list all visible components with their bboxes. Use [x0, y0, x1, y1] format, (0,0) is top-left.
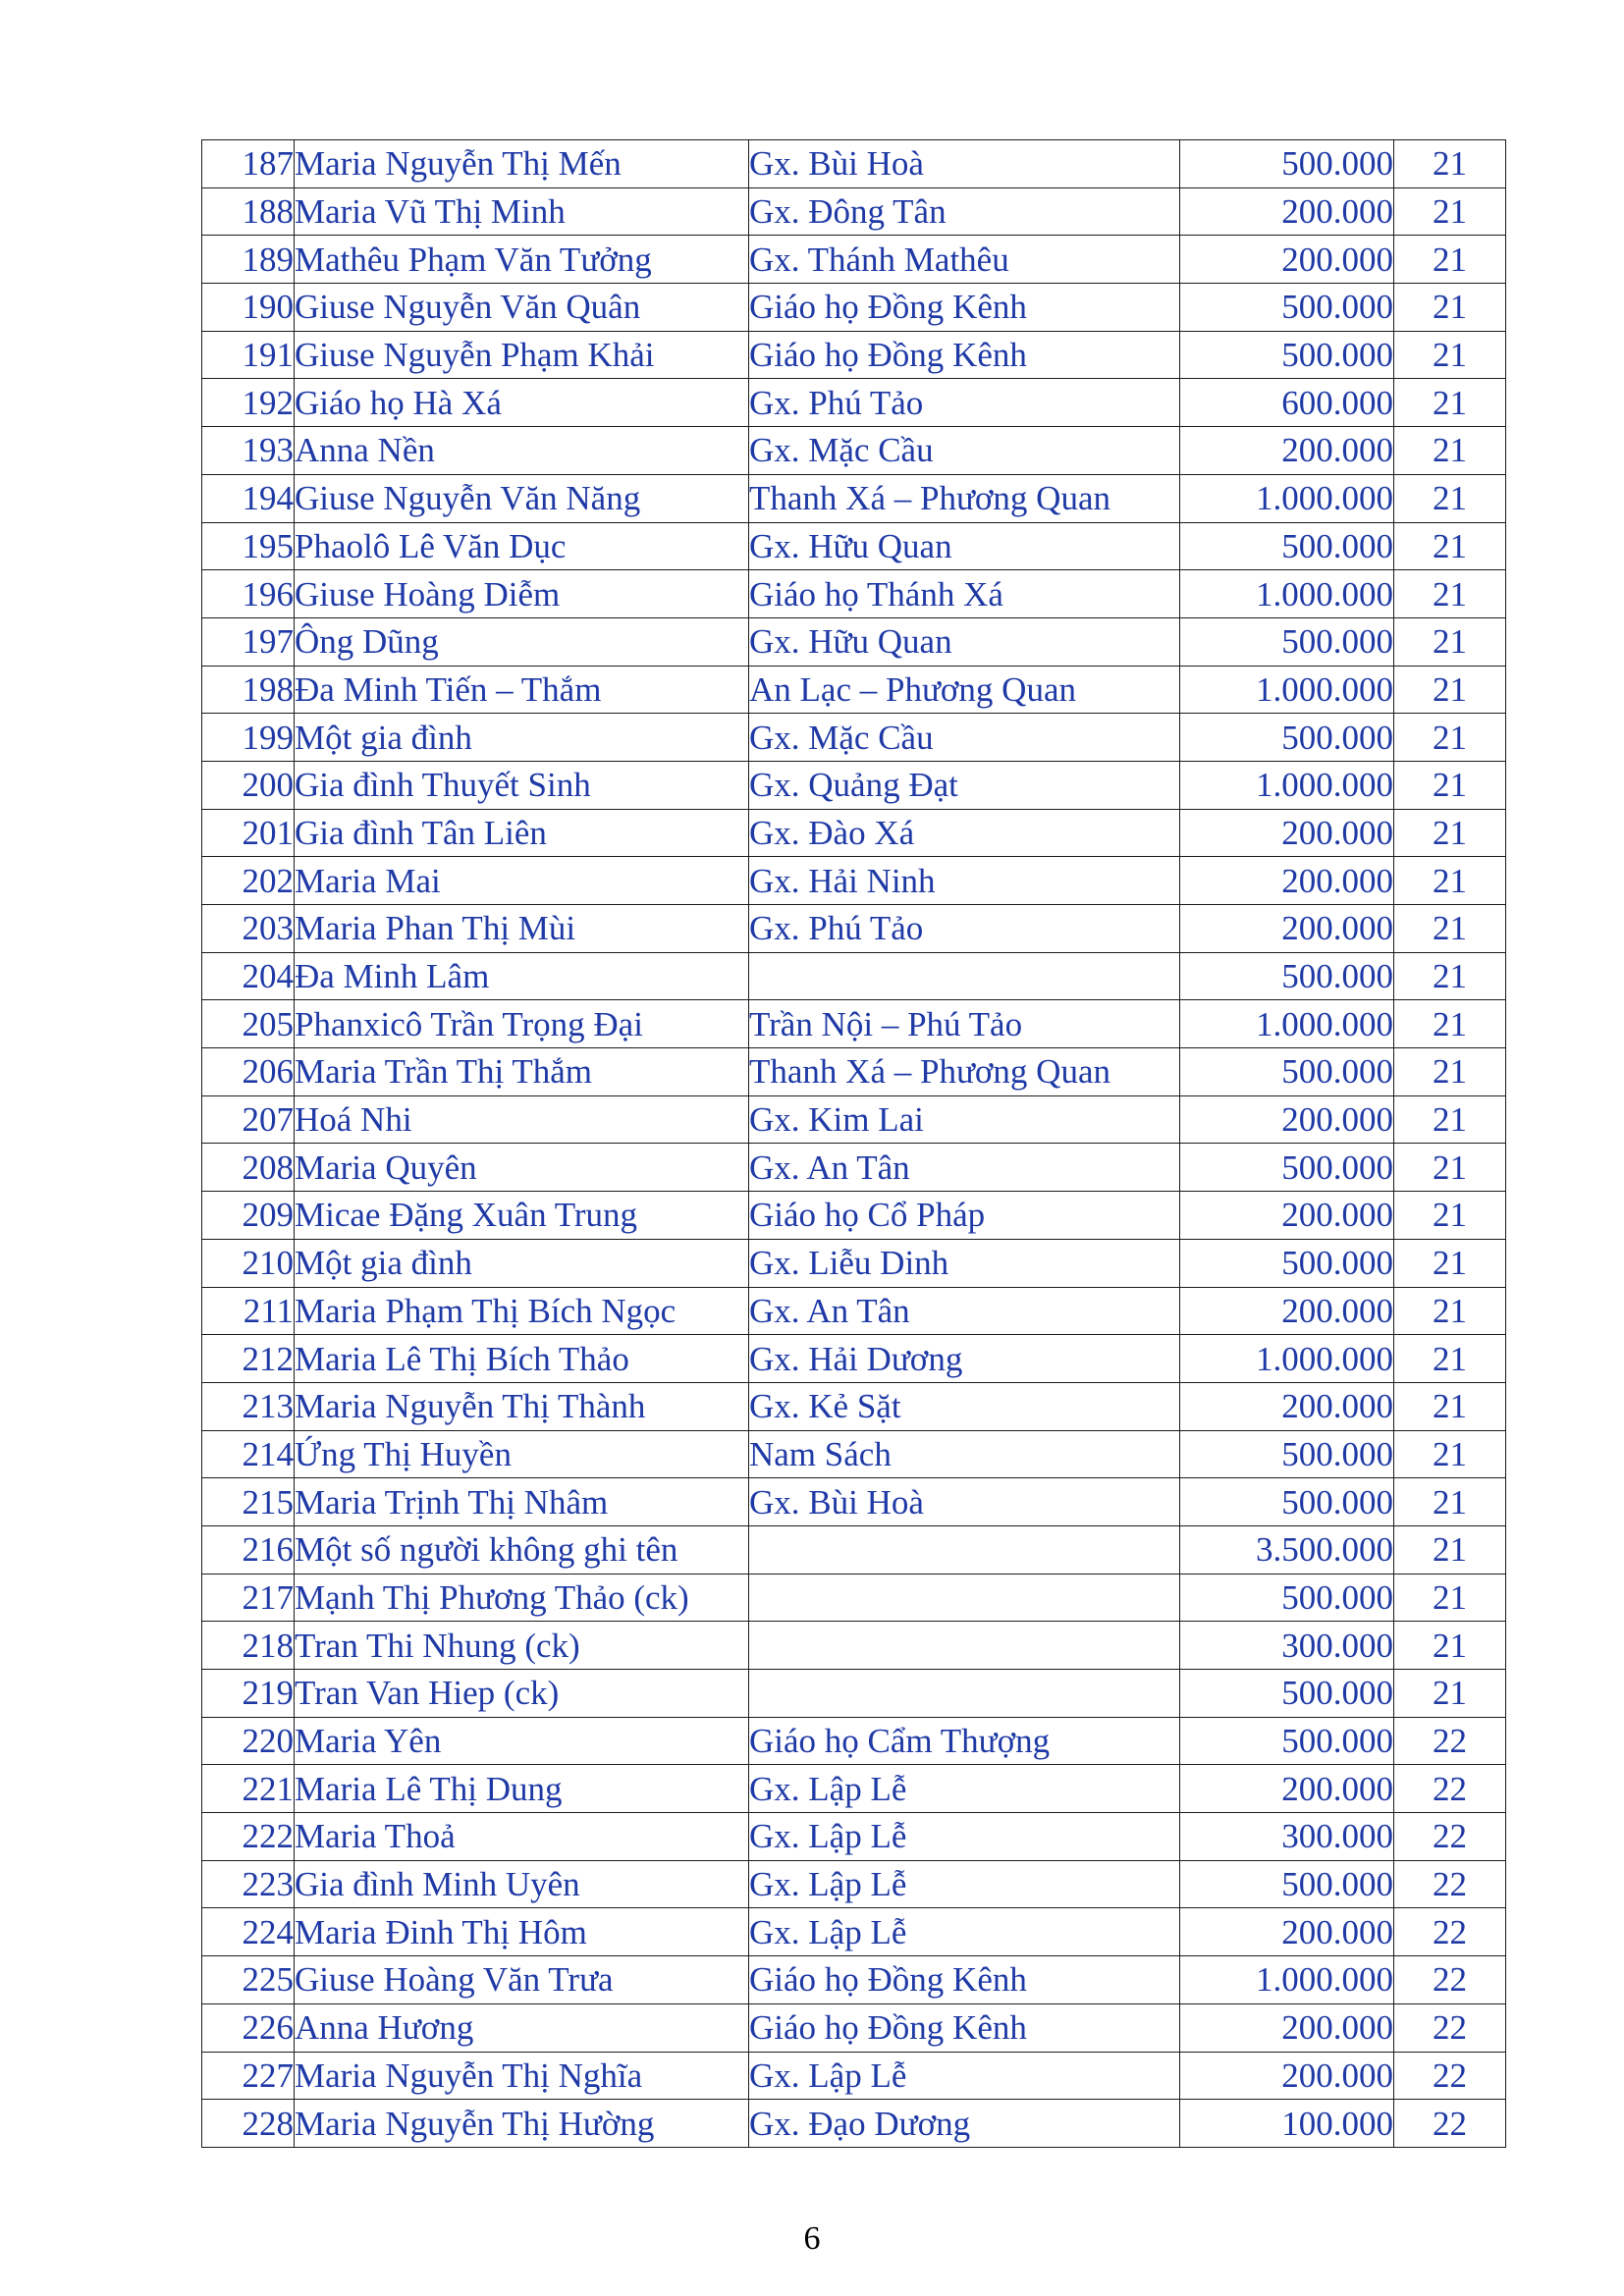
parish-cell: Gx. Mặc Cầu	[749, 427, 1180, 475]
amount-cell: 500.000	[1180, 1144, 1394, 1192]
parish-cell: Gx. Hữu Quan	[749, 522, 1180, 570]
amount-cell: 500.000	[1180, 1430, 1394, 1478]
table-row	[202, 570, 1506, 618]
table-row	[202, 1478, 1506, 1526]
parish-cell	[749, 952, 1180, 1000]
amount-cell: 1.000.000	[1180, 666, 1394, 714]
row-number-cell: 225	[202, 1956, 295, 2004]
amount-cell: 500.000	[1180, 1478, 1394, 1526]
parish-cell	[749, 1622, 1180, 1670]
donor-name-cell: Anna Nền	[295, 427, 749, 475]
donor-name-cell: Maria Mai	[295, 857, 749, 905]
donor-name-cell: Gia đình Tân Liên	[295, 809, 749, 857]
donor-name-cell: Anna Hương	[295, 2003, 749, 2052]
week-cell: 21	[1394, 1430, 1506, 1478]
row-number-cell: 190	[202, 284, 295, 332]
week-cell: 21	[1394, 1048, 1506, 1096]
donor-name-cell: Maria Lê Thị Dung	[295, 1765, 749, 1813]
amount-cell: 200.000	[1180, 2003, 1394, 2052]
table-row	[202, 1335, 1506, 1383]
amount-cell: 1.000.000	[1180, 1956, 1394, 2004]
donor-name-cell: Một gia đình	[295, 1239, 749, 1287]
donor-name-cell: Tran Van Hiep (ck)	[295, 1670, 749, 1718]
donor-name-cell: Maria Lê Thị Bích Thảo	[295, 1335, 749, 1383]
amount-cell: 500.000	[1180, 1860, 1394, 1908]
row-number-cell: 193	[202, 427, 295, 475]
parish-cell: Gx. Lập Lễ	[749, 1813, 1180, 1861]
amount-cell: 300.000	[1180, 1622, 1394, 1670]
row-number-cell: 218	[202, 1622, 295, 1670]
week-cell: 21	[1394, 474, 1506, 522]
row-number-cell: 203	[202, 905, 295, 953]
donor-name-cell: Tran Thi Nhung (ck)	[295, 1622, 749, 1670]
row-number-cell: 206	[202, 1048, 295, 1096]
parish-cell: Gx. Phú Tảo	[749, 379, 1180, 427]
donor-name-cell: Đa Minh Tiến – Thắm	[295, 666, 749, 714]
table-row	[202, 1095, 1506, 1144]
table-row	[202, 1048, 1506, 1096]
donor-name-cell: Micae Đặng Xuân Trung	[295, 1192, 749, 1240]
parish-cell: Gx. Kim Lai	[749, 1095, 1180, 1144]
table-row	[202, 1239, 1506, 1287]
parish-cell: Giáo họ Cổ Pháp	[749, 1192, 1180, 1240]
amount-cell: 500.000	[1180, 617, 1394, 666]
week-cell: 21	[1394, 952, 1506, 1000]
table-row	[202, 1192, 1506, 1240]
donor-name-cell: Phaolô Lê Văn Dục	[295, 522, 749, 570]
row-number-cell: 204	[202, 952, 295, 1000]
week-cell: 22	[1394, 1765, 1506, 1813]
week-cell: 21	[1394, 1144, 1506, 1192]
amount-cell: 200.000	[1180, 427, 1394, 475]
row-number-cell: 196	[202, 570, 295, 618]
table-row	[202, 1525, 1506, 1574]
parish-cell: Gx. Đào Xá	[749, 809, 1180, 857]
week-cell: 21	[1394, 1287, 1506, 1335]
amount-cell: 200.000	[1180, 1287, 1394, 1335]
row-number-cell: 220	[202, 1717, 295, 1765]
parish-cell: Gx. An Tân	[749, 1144, 1180, 1192]
table-row	[202, 1430, 1506, 1478]
row-number-cell: 189	[202, 236, 295, 284]
table-row	[202, 1574, 1506, 1622]
parish-cell: Gx. Phú Tảo	[749, 905, 1180, 953]
table-row	[202, 331, 1506, 379]
table-row	[202, 284, 1506, 332]
week-cell: 21	[1394, 1192, 1506, 1240]
amount-cell: 500.000	[1180, 952, 1394, 1000]
week-cell: 21	[1394, 331, 1506, 379]
table-row	[202, 1622, 1506, 1670]
table-row	[202, 1813, 1506, 1861]
row-number-cell: 223	[202, 1860, 295, 1908]
parish-cell: Gx. Lập Lễ	[749, 2052, 1180, 2100]
table-row	[202, 1717, 1506, 1765]
donor-name-cell: Hoá Nhi	[295, 1095, 749, 1144]
week-cell: 21	[1394, 666, 1506, 714]
row-number-cell: 198	[202, 666, 295, 714]
table-row	[202, 2052, 1506, 2100]
parish-cell	[749, 1525, 1180, 1574]
parish-cell: Giáo họ Đồng Kênh	[749, 2003, 1180, 2052]
amount-cell: 200.000	[1180, 809, 1394, 857]
amount-cell: 1.000.000	[1180, 1000, 1394, 1048]
table-row	[202, 1000, 1506, 1048]
table-row	[202, 1670, 1506, 1718]
table-row	[202, 474, 1506, 522]
week-cell: 21	[1394, 1335, 1506, 1383]
amount-cell: 200.000	[1180, 1382, 1394, 1430]
donor-name-cell: Maria Nguyễn Thị Mến	[295, 140, 749, 188]
donor-name-cell: Maria Nguyễn Thị Thành	[295, 1382, 749, 1430]
amount-cell: 500.000	[1180, 1048, 1394, 1096]
amount-cell: 500.000	[1180, 140, 1394, 188]
donor-name-cell: Giuse Hoàng Văn Trưa	[295, 1956, 749, 2004]
row-number-cell: 191	[202, 331, 295, 379]
row-number-cell: 194	[202, 474, 295, 522]
row-number-cell: 228	[202, 2100, 295, 2148]
table-row	[202, 857, 1506, 905]
amount-cell: 200.000	[1180, 1908, 1394, 1956]
week-cell: 21	[1394, 187, 1506, 236]
donor-name-cell: Gia đình Thuyết Sinh	[295, 761, 749, 809]
week-cell: 21	[1394, 427, 1506, 475]
donor-name-cell: Maria Phan Thị Mùi	[295, 905, 749, 953]
table-row	[202, 1860, 1506, 1908]
parish-cell	[749, 1670, 1180, 1718]
amount-cell: 200.000	[1180, 1765, 1394, 1813]
parish-cell: Gx. Đông Tân	[749, 187, 1180, 236]
parish-cell: Gx. Hữu Quan	[749, 617, 1180, 666]
amount-cell: 500.000	[1180, 284, 1394, 332]
donor-name-cell: Giuse Nguyễn Văn Năng	[295, 474, 749, 522]
week-cell: 21	[1394, 857, 1506, 905]
donation-table	[201, 139, 1506, 2148]
week-cell: 21	[1394, 1382, 1506, 1430]
parish-cell: Gx. Lập Lễ	[749, 1908, 1180, 1956]
week-cell: 21	[1394, 1622, 1506, 1670]
parish-cell: Gx. Bùi Hoà	[749, 140, 1180, 188]
table-row	[202, 1287, 1506, 1335]
row-number-cell: 209	[202, 1192, 295, 1240]
week-cell: 22	[1394, 1717, 1506, 1765]
donor-name-cell: Maria Trịnh Thị Nhâm	[295, 1478, 749, 1526]
parish-cell: Gx. Mặc Cầu	[749, 714, 1180, 762]
parish-cell: Gx. Thánh Mathêu	[749, 236, 1180, 284]
table-row	[202, 666, 1506, 714]
row-number-cell: 201	[202, 809, 295, 857]
donor-name-cell: Một gia đình	[295, 714, 749, 762]
row-number-cell: 217	[202, 1574, 295, 1622]
week-cell: 22	[1394, 1813, 1506, 1861]
table-row	[202, 952, 1506, 1000]
donor-name-cell: Maria Nguyễn Thị Hường	[295, 2100, 749, 2148]
table-row	[202, 714, 1506, 762]
parish-cell: Gx. Lập Lễ	[749, 1860, 1180, 1908]
row-number-cell: 211	[202, 1287, 295, 1335]
parish-cell: Giáo họ Cẩm Thượng	[749, 1717, 1180, 1765]
parish-cell: Nam Sách	[749, 1430, 1180, 1478]
week-cell: 21	[1394, 522, 1506, 570]
amount-cell: 300.000	[1180, 1813, 1394, 1861]
row-number-cell: 192	[202, 379, 295, 427]
table-row	[202, 236, 1506, 284]
parish-cell: An Lạc – Phương Quan	[749, 666, 1180, 714]
row-number-cell: 205	[202, 1000, 295, 1048]
amount-cell: 1.000.000	[1180, 570, 1394, 618]
row-number-cell: 207	[202, 1095, 295, 1144]
row-number-cell: 215	[202, 1478, 295, 1526]
amount-cell: 200.000	[1180, 1192, 1394, 1240]
table-row	[202, 617, 1506, 666]
row-number-cell: 212	[202, 1335, 295, 1383]
amount-cell: 500.000	[1180, 331, 1394, 379]
row-number-cell: 202	[202, 857, 295, 905]
donor-name-cell: Một số người không ghi tên	[295, 1525, 749, 1574]
row-number-cell: 227	[202, 2052, 295, 2100]
row-number-cell: 222	[202, 1813, 295, 1861]
row-number-cell: 197	[202, 617, 295, 666]
parish-cell: Gx. Đạo Dương	[749, 2100, 1180, 2148]
week-cell: 21	[1394, 570, 1506, 618]
donor-name-cell: Maria Yên	[295, 1717, 749, 1765]
amount-cell: 500.000	[1180, 522, 1394, 570]
parish-cell: Gx. Hải Ninh	[749, 857, 1180, 905]
week-cell: 21	[1394, 617, 1506, 666]
donor-name-cell: Đa Minh Lâm	[295, 952, 749, 1000]
parish-cell: Gx. Lập Lễ	[749, 1765, 1180, 1813]
table-row	[202, 905, 1506, 953]
amount-cell: 500.000	[1180, 1574, 1394, 1622]
parish-cell: Giáo họ Đồng Kênh	[749, 284, 1180, 332]
amount-cell: 1.000.000	[1180, 1335, 1394, 1383]
table-row	[202, 379, 1506, 427]
week-cell: 22	[1394, 1860, 1506, 1908]
week-cell: 21	[1394, 379, 1506, 427]
donor-name-cell: Maria Trần Thị Thắm	[295, 1048, 749, 1096]
week-cell: 21	[1394, 1574, 1506, 1622]
week-cell: 21	[1394, 1670, 1506, 1718]
week-cell: 21	[1394, 1000, 1506, 1048]
week-cell: 22	[1394, 2052, 1506, 2100]
row-number-cell: 214	[202, 1430, 295, 1478]
parish-cell: Gx. Hải Dương	[749, 1335, 1180, 1383]
row-number-cell: 226	[202, 2003, 295, 2052]
row-number-cell: 216	[202, 1525, 295, 1574]
donor-name-cell: Gia đình Minh Uyên	[295, 1860, 749, 1908]
amount-cell: 3.500.000	[1180, 1525, 1394, 1574]
parish-cell: Gx. Kẻ Sặt	[749, 1382, 1180, 1430]
row-number-cell: 199	[202, 714, 295, 762]
week-cell: 22	[1394, 1908, 1506, 1956]
table-row	[202, 1908, 1506, 1956]
table-row	[202, 2100, 1506, 2148]
week-cell: 21	[1394, 140, 1506, 188]
table-row	[202, 1765, 1506, 1813]
table-row	[202, 761, 1506, 809]
donor-name-cell: Giáo họ Hà Xá	[295, 379, 749, 427]
table-row	[202, 187, 1506, 236]
table-row	[202, 1956, 1506, 2004]
amount-cell: 500.000	[1180, 714, 1394, 762]
table-row	[202, 809, 1506, 857]
donor-name-cell: Phanxicô Trần Trọng Đại	[295, 1000, 749, 1048]
parish-cell: Giáo họ Đồng Kênh	[749, 1956, 1180, 2004]
week-cell: 21	[1394, 1239, 1506, 1287]
table-row	[202, 522, 1506, 570]
table-row	[202, 1144, 1506, 1192]
amount-cell: 200.000	[1180, 905, 1394, 953]
week-cell: 21	[1394, 809, 1506, 857]
table-row	[202, 2003, 1506, 2052]
donor-name-cell: Maria Vũ Thị Minh	[295, 187, 749, 236]
donor-name-cell: Giuse Hoàng Diễm	[295, 570, 749, 618]
week-cell: 21	[1394, 714, 1506, 762]
parish-cell: Gx. Quảng Đạt	[749, 761, 1180, 809]
row-number-cell: 221	[202, 1765, 295, 1813]
parish-cell: Giáo họ Thánh Xá	[749, 570, 1180, 618]
donation-table-body	[202, 140, 1506, 2148]
week-cell: 21	[1394, 761, 1506, 809]
parish-cell: Gx. Liễu Dinh	[749, 1239, 1180, 1287]
parish-cell: Trần Nội – Phú Tảo	[749, 1000, 1180, 1048]
donor-name-cell: Ứng Thị Huyền	[295, 1430, 749, 1478]
donor-name-cell: Ông Dũng	[295, 617, 749, 666]
week-cell: 22	[1394, 1956, 1506, 2004]
parish-cell: Thanh Xá – Phương Quan	[749, 474, 1180, 522]
amount-cell: 200.000	[1180, 236, 1394, 284]
week-cell: 21	[1394, 284, 1506, 332]
amount-cell: 200.000	[1180, 857, 1394, 905]
table-row	[202, 1382, 1506, 1430]
row-number-cell: 219	[202, 1670, 295, 1718]
row-number-cell: 210	[202, 1239, 295, 1287]
amount-cell: 100.000	[1180, 2100, 1394, 2148]
donor-name-cell: Maria Quyên	[295, 1144, 749, 1192]
donor-name-cell: Mạnh Thị Phương Thảo (ck)	[295, 1574, 749, 1622]
row-number-cell: 200	[202, 761, 295, 809]
amount-cell: 500.000	[1180, 1717, 1394, 1765]
donor-name-cell: Maria Thoả	[295, 1813, 749, 1861]
table-row	[202, 427, 1506, 475]
amount-cell: 200.000	[1180, 187, 1394, 236]
week-cell: 22	[1394, 2100, 1506, 2148]
donor-name-cell: Giuse Nguyễn Phạm Khải	[295, 331, 749, 379]
row-number-cell: 188	[202, 187, 295, 236]
amount-cell: 500.000	[1180, 1670, 1394, 1718]
amount-cell: 200.000	[1180, 1095, 1394, 1144]
amount-cell: 1.000.000	[1180, 761, 1394, 809]
amount-cell: 1.000.000	[1180, 474, 1394, 522]
donor-name-cell: Maria Nguyễn Thị Nghĩa	[295, 2052, 749, 2100]
parish-cell: Thanh Xá – Phương Quan	[749, 1048, 1180, 1096]
parish-cell	[749, 1574, 1180, 1622]
week-cell: 21	[1394, 1525, 1506, 1574]
parish-cell: Giáo họ Đồng Kênh	[749, 331, 1180, 379]
row-number-cell: 187	[202, 140, 295, 188]
week-cell: 21	[1394, 1095, 1506, 1144]
page-number: 6	[803, 2220, 821, 2257]
row-number-cell: 195	[202, 522, 295, 570]
week-cell: 22	[1394, 2003, 1506, 2052]
table-row	[202, 140, 1506, 188]
donor-name-cell: Maria Phạm Thị Bích Ngọc	[295, 1287, 749, 1335]
donor-name-cell: Mathêu Phạm Văn Tưởng	[295, 236, 749, 284]
week-cell: 21	[1394, 236, 1506, 284]
amount-cell: 500.000	[1180, 1239, 1394, 1287]
row-number-cell: 213	[202, 1382, 295, 1430]
donor-name-cell: Maria Đinh Thị Hôm	[295, 1908, 749, 1956]
row-number-cell: 224	[202, 1908, 295, 1956]
parish-cell: Gx. Bùi Hoà	[749, 1478, 1180, 1526]
week-cell: 21	[1394, 1478, 1506, 1526]
parish-cell: Gx. An Tân	[749, 1287, 1180, 1335]
donor-name-cell: Giuse Nguyễn Văn Quân	[295, 284, 749, 332]
amount-cell: 200.000	[1180, 2052, 1394, 2100]
row-number-cell: 208	[202, 1144, 295, 1192]
amount-cell: 600.000	[1180, 379, 1394, 427]
week-cell: 21	[1394, 905, 1506, 953]
